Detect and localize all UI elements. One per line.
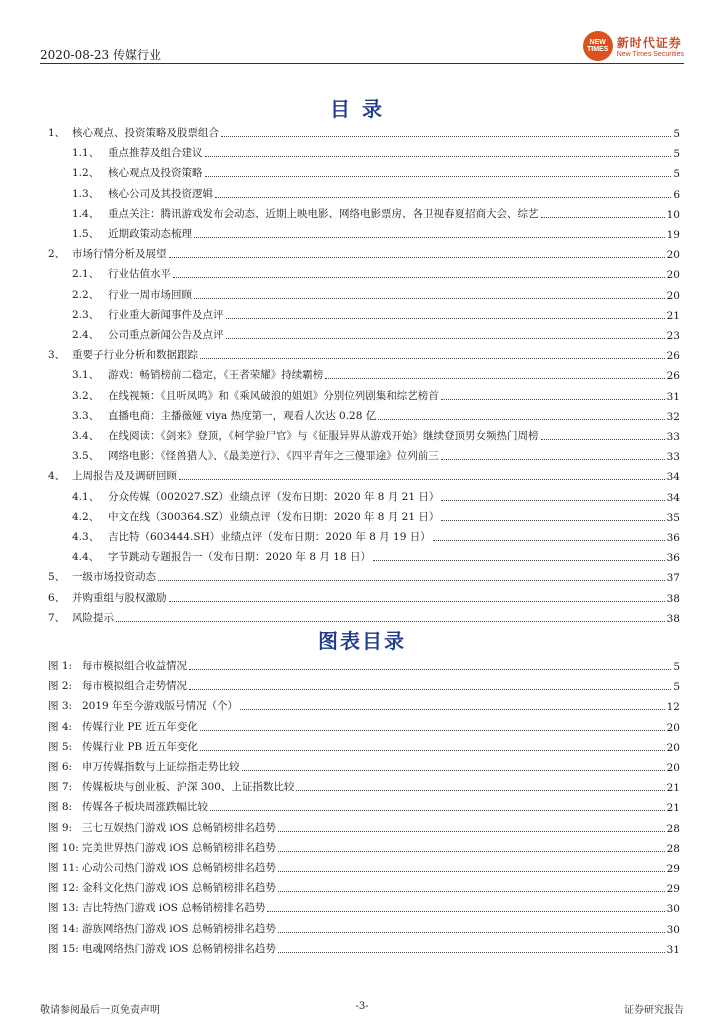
entry-title: 吉比特热门游戏 iOS 总畅销榜排名趋势 (82, 902, 266, 915)
toc-entry[interactable] (48, 181, 680, 201)
entry-number: 3.2、 (72, 389, 100, 402)
dot-leader (267, 911, 664, 912)
dot-leader (226, 318, 665, 319)
company-logo (583, 30, 684, 62)
entry-number: 4、 (48, 470, 66, 483)
entry-page-number: 33 (666, 431, 680, 443)
entry-title: 行业重大新闻事件及点评 (108, 308, 224, 321)
dot-leader (189, 669, 671, 670)
entry-title: 网络电影：《怪兽猎人》、《最美逆行》、《四平青年之三傻罪途》位列前三 (108, 450, 439, 463)
entry-title: 字节跳动专题报告一（发布日期：2020 年 8 月 18 日） (108, 551, 371, 564)
dot-leader (278, 851, 665, 852)
dot-leader (169, 257, 665, 258)
entry-page-number: 20 (666, 762, 680, 774)
figure-entry[interactable] (48, 835, 680, 855)
entry-page-number: 20 (666, 741, 680, 754)
entry-number: 2.1、 (72, 268, 100, 281)
entry-page-number: 20 (666, 249, 680, 262)
entry-page-number: 20 (666, 289, 680, 302)
dot-leader (215, 197, 671, 198)
toc-entry[interactable] (48, 605, 680, 625)
dot-leader (296, 790, 664, 791)
dot-leader (441, 459, 665, 460)
entry-number: 3.4、 (72, 430, 100, 442)
entry-page-number: 38 (666, 612, 680, 625)
entry-page-number: 21 (666, 782, 680, 795)
entry-title: 传媒行业 PB 近五年变化 (82, 740, 198, 753)
entry-page-number: 6 (673, 188, 680, 201)
dot-leader (194, 298, 665, 299)
entry-title: 直播电商：主播薇娅 viya 热度第一，观看人次达 0.28 亿 (108, 409, 377, 422)
logo-english-name: New Times Securities (616, 51, 684, 58)
entry-number: 1、 (48, 127, 66, 139)
figure-entry[interactable] (48, 673, 680, 693)
entry-page-number: 20 (666, 269, 680, 282)
entry-page-number: 36 (666, 552, 680, 565)
dot-leader (158, 580, 665, 581)
dot-leader (278, 831, 665, 832)
figure-entry[interactable] (48, 714, 680, 734)
dot-leader (541, 439, 665, 440)
figure-entry[interactable] (48, 794, 680, 814)
entry-page-number: 38 (666, 592, 680, 605)
dot-leader (205, 176, 672, 177)
toc-entry[interactable] (48, 362, 680, 382)
entry-number: 2、 (48, 248, 66, 261)
toc-entry[interactable] (48, 524, 680, 544)
entry-number: 7、 (48, 611, 66, 624)
dot-leader (226, 338, 665, 339)
toc-entry[interactable] (48, 484, 680, 504)
entry-title: 传媒行业 PE 近五年变化 (82, 720, 198, 733)
toc-entry[interactable] (48, 302, 680, 322)
dot-leader (278, 871, 665, 872)
dot-leader (116, 621, 665, 622)
entry-page-number: 5 (673, 128, 680, 140)
toc-entry[interactable] (48, 241, 680, 261)
figure-entry[interactable] (48, 653, 680, 673)
entry-title: 2019 年至今游戏版号情况（个） (82, 700, 239, 713)
entry-title: 公司重点新闻公告及点评 (108, 329, 224, 341)
entry-title: 重要子行业分析和数据跟踪 (72, 349, 198, 362)
entry-number: 6、 (48, 591, 66, 604)
entry-page-number: 28 (666, 822, 680, 835)
entry-number: 3.5、 (72, 450, 100, 463)
entry-number: 3.3、 (72, 409, 100, 422)
entry-page-number: 34 (666, 491, 680, 504)
header-date-sector: 2020-08-23 传媒行业 (40, 48, 162, 62)
toc-entry[interactable] (48, 120, 680, 140)
entry-page-number: 37 (666, 572, 680, 585)
entry-number: 图 9: (48, 821, 73, 834)
page-number: -3- (355, 1001, 369, 1012)
toc-entry[interactable] (48, 322, 680, 342)
entry-title: 游族网络热门游戏 iOS 总畅销榜排名趋势 (82, 922, 276, 935)
entry-title: 核心公司及其投资逻辑 (108, 187, 213, 200)
figure-entry[interactable] (48, 855, 680, 875)
dot-leader (200, 730, 665, 731)
entry-page-number: 19 (666, 229, 680, 241)
entry-number: 4.2、 (72, 510, 100, 523)
entry-number: 5、 (48, 571, 66, 584)
dot-leader (541, 217, 665, 218)
logo-chinese-name: 新时代证券 (616, 36, 682, 50)
entry-number: 4.3、 (72, 531, 100, 543)
entry-number: 1.2、 (72, 167, 100, 180)
entry-title: 行业估值水平 (108, 268, 171, 281)
entry-title: 每市模拟组合收益情况 (82, 660, 187, 672)
entry-number: 3.1、 (72, 369, 100, 382)
entry-number: 1.5、 (72, 228, 100, 240)
dot-leader (210, 810, 665, 811)
toc-entry[interactable] (48, 140, 680, 160)
toc-entry[interactable] (48, 383, 680, 403)
footer-report-type: 证券研究报告 (624, 1005, 684, 1016)
dot-leader (194, 237, 665, 238)
entry-page-number: 26 (666, 370, 680, 383)
entry-page-number: 29 (666, 883, 680, 896)
entry-number: 图 8: (48, 801, 73, 814)
entry-page-number: 21 (666, 802, 680, 815)
figure-entry[interactable] (48, 895, 680, 915)
dot-leader (205, 156, 672, 157)
dot-leader (373, 560, 665, 561)
entry-page-number: 26 (666, 350, 680, 363)
entry-title: 游戏：畅销榜前二稳定，《王者荣耀》持续霸榜 (108, 369, 324, 382)
dot-leader (189, 689, 671, 690)
dot-leader (173, 277, 665, 278)
entry-title: 完美世界热门游戏 iOS 总畅销榜排名趋势 (82, 841, 276, 854)
entry-page-number: 5 (673, 681, 680, 694)
toc-entry[interactable] (48, 504, 680, 524)
entry-title: 上周报告及及调研回顾 (72, 470, 177, 483)
entry-number: 2.2、 (72, 288, 100, 301)
entry-title: 市场行情分析及展望 (72, 248, 167, 261)
entry-title: 传媒各子板块周涨跌幅比较 (82, 801, 208, 814)
figure-entry[interactable] (48, 936, 680, 956)
entry-number: 3、 (48, 349, 66, 362)
entry-title: 分众传媒（002027.SZ）业绩点评（发布日期：2020 年 8 月 21 日） (108, 490, 440, 503)
dot-leader (179, 479, 665, 480)
dot-leader (221, 136, 671, 137)
toc-entry[interactable] (48, 342, 680, 362)
header-divider (40, 63, 684, 64)
entry-title: 行业一周市场回顾 (108, 288, 192, 301)
entry-title: 电魂网络热门游戏 iOS 总畅销榜排名趋势 (82, 942, 276, 955)
entry-title: 金科文化热门游戏 iOS 总畅销榜排名趋势 (82, 882, 276, 895)
entry-title: 核心观点、投资策略及股票组合 (72, 127, 219, 139)
entry-page-number: 5 (673, 661, 680, 673)
toc-entry[interactable] (48, 160, 680, 180)
toc-entry[interactable] (48, 282, 680, 302)
dot-leader (278, 891, 665, 892)
entry-number: 图 10: (48, 841, 79, 854)
entry-number: 4.4、 (72, 551, 100, 564)
toc-entry[interactable] (48, 544, 680, 564)
dot-leader (441, 399, 665, 400)
entry-number: 图 2: (48, 680, 73, 693)
entry-page-number: 35 (666, 511, 680, 524)
entry-page-number: 21 (666, 309, 680, 322)
entry-page-number: 12 (666, 701, 680, 714)
toc-entry[interactable] (48, 564, 680, 584)
entry-number: 1.1、 (72, 147, 100, 160)
entry-title: 在线视频：《且听凤鸣》和《乘风破浪的姐姐》分别位列剧集和综艺榜首 (108, 389, 439, 402)
toc-entry[interactable] (48, 585, 680, 605)
entry-title: 三七互娱热门游戏 iOS 总畅销榜排名趋势 (82, 821, 276, 834)
dot-leader (325, 378, 664, 379)
dot-leader (378, 419, 664, 420)
entry-page-number: 10 (666, 208, 680, 221)
dot-leader (240, 709, 665, 710)
entry-page-number: 23 (666, 330, 680, 342)
entry-number: 图 3: (48, 700, 73, 713)
entry-number: 图 12: (48, 882, 79, 895)
entry-number: 图 13: (48, 902, 79, 915)
entry-number: 2.3、 (72, 308, 100, 321)
entry-number: 图 6: (48, 761, 73, 773)
entry-page-number: 30 (666, 923, 680, 936)
figure-entry[interactable] (48, 754, 680, 774)
dot-leader (200, 358, 665, 359)
entry-page-number: 5 (673, 168, 680, 181)
entry-title: 心动公司热门游戏 iOS 总畅销榜排名趋势 (82, 862, 276, 874)
dot-leader (441, 500, 664, 501)
entry-page-number: 36 (666, 532, 680, 544)
dot-leader (278, 952, 665, 953)
figure-entry[interactable] (48, 815, 680, 835)
figure-entry[interactable] (48, 693, 680, 713)
entry-page-number: 5 (673, 148, 680, 161)
toc-entry[interactable] (48, 201, 680, 221)
page-header (40, 30, 684, 62)
entry-title: 每市模拟组合走势情况 (82, 680, 187, 693)
logo-badge-icon: NEW TIMES (583, 31, 613, 61)
entry-number: 图 1: (48, 660, 73, 672)
entry-number: 4.1、 (72, 490, 100, 503)
toc-entry[interactable] (48, 463, 680, 483)
entry-number: 1.3、 (72, 187, 100, 200)
entry-number: 图 11: (48, 862, 79, 874)
entry-page-number: 30 (666, 903, 680, 916)
entry-number: 2.4、 (72, 329, 100, 341)
entry-number: 1.4、 (72, 207, 100, 220)
entry-title: 近期政策动态梳理 (108, 228, 192, 240)
entry-title: 一级市场投资动态 (72, 571, 156, 584)
entry-title: 传媒板块与创业板、沪深 300、上证指数比较 (82, 781, 295, 794)
figure-entry[interactable] (48, 875, 680, 895)
entry-title: 并购重组与股权激励 (72, 591, 167, 604)
entry-number: 图 14: (48, 922, 79, 935)
figure-entry[interactable] (48, 734, 680, 754)
dot-leader (278, 932, 665, 933)
entry-number: 图 5: (48, 740, 73, 753)
entry-page-number: 34 (666, 471, 680, 484)
entry-title: 中文在线（300364.SZ）业绩点评（发布日期：2020 年 8 月 21 日） (108, 510, 440, 523)
entry-number: 图 15: (48, 942, 79, 955)
entry-title: 重点关注：腾讯游戏发布会动态、近期上映电影、网络电影票房、各卫视春夏招商大会、综艺 (108, 207, 539, 220)
entry-title: 在线阅读：《剑来》登顶，《柯学验尸官》与《征服异界从游戏开始》继续登顶男女频热门周榜 (108, 430, 539, 442)
entry-page-number: 31 (666, 390, 680, 403)
entry-page-number: 31 (666, 943, 680, 956)
dot-leader (200, 750, 665, 751)
entry-title: 风险提示 (72, 611, 114, 624)
entry-number: 图 4: (48, 720, 73, 733)
dot-leader (433, 540, 665, 541)
entry-page-number: 28 (666, 842, 680, 855)
dot-leader (169, 601, 665, 602)
toc-entry[interactable] (48, 261, 680, 281)
entry-page-number: 29 (666, 863, 680, 875)
entry-title: 申万传媒指数与上证综指走势比较 (82, 761, 240, 773)
toc-entry[interactable] (48, 403, 680, 423)
entry-title: 重点推荐及组合建议 (108, 147, 203, 160)
entry-title: 核心观点及投资策略 (108, 167, 203, 180)
entry-page-number: 33 (666, 451, 680, 464)
figure-entry[interactable] (48, 774, 680, 794)
footer-disclaimer: 敬请参阅最后一页免责声明 (40, 1005, 160, 1016)
figure-entry[interactable] (48, 916, 680, 936)
entry-page-number: 20 (666, 721, 680, 734)
dot-leader (441, 520, 664, 521)
toc-heading: 目录 (330, 97, 394, 121)
toc-entry[interactable] (48, 423, 680, 443)
entry-title: 吉比特（603444.SH）业绩点评（发布日期：2020 年 8 月 19 日） (108, 531, 431, 543)
entry-page-number: 32 (666, 410, 680, 423)
toc-entry[interactable] (48, 221, 680, 241)
toc-entry[interactable] (48, 443, 680, 463)
dot-leader (242, 770, 665, 771)
entry-number: 图 7: (48, 781, 73, 794)
figure-list-heading: 图表目录 (318, 629, 406, 653)
